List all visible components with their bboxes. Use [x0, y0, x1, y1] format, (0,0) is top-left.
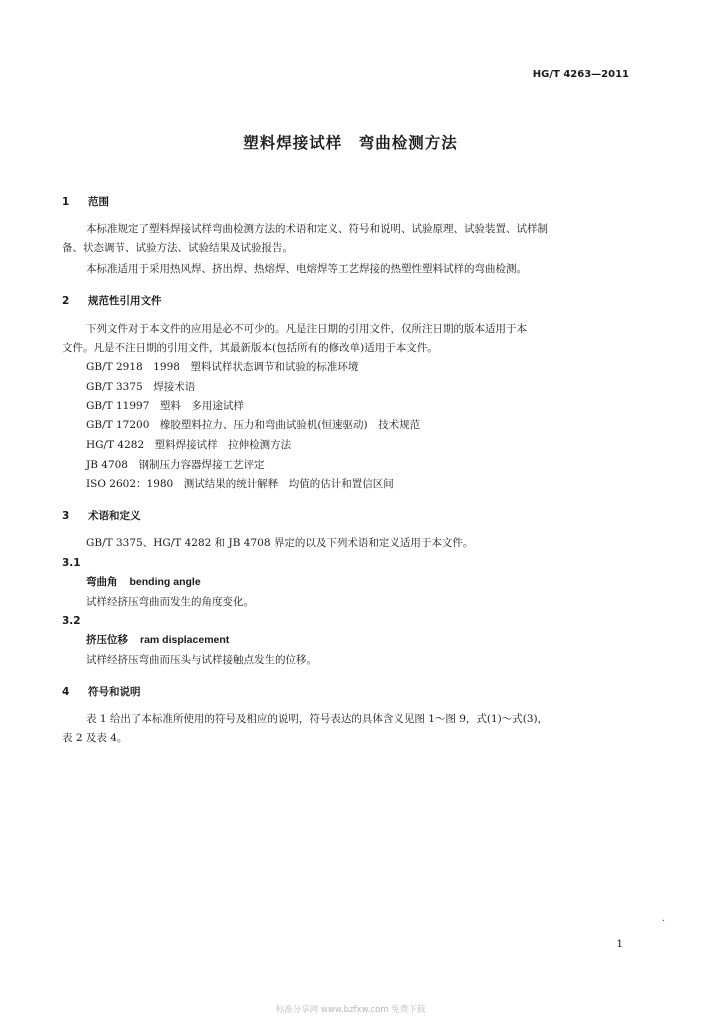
term-definition: 试样经挤压弯曲而压头与试样接触点发生的位移。	[86, 654, 317, 666]
term-chinese: 挤压位移	[86, 634, 128, 646]
symbols-paragraph-line-1: 表 1 给出了本标准所使用的符号及相应的说明，符号表达的具体含义见图 1～图 9，式(1)～式(3)，	[86, 713, 549, 725]
clause-3-2-number: 3.2	[62, 615, 81, 627]
term-entry	[86, 576, 201, 589]
reference-title: 塑料试样状态调节和试验的标准环境	[190, 361, 359, 373]
reference-item	[86, 459, 265, 472]
reference-code: GB/T 2918 1998	[86, 361, 180, 373]
scope-paragraph-1-line-2: 备、状态调节、试验方法、试验结果及试验报告。	[62, 242, 293, 254]
document-title: 塑料焊接试样 弯曲检测方法	[243, 134, 458, 152]
reference-title: 橡胶塑料拉力、压力和弯曲试验机(恒速驱动) 技术规范	[159, 419, 421, 431]
page-number: 1	[616, 938, 623, 950]
section-number: 4	[62, 686, 70, 698]
section-2-heading	[62, 293, 162, 308]
reference-code: HG/T 4282	[86, 439, 145, 451]
scope-paragraph-1-line-1: 本标准规定了塑料焊接试样弯曲检测方法的术语和定义、符号和说明、试验原理、试验装置、试样制	[86, 223, 548, 235]
reference-title: 测试结果的统计解释 均值的估计和置信区间	[183, 478, 394, 490]
reference-code: JB 4708	[86, 459, 128, 471]
section-title: 术语和定义	[88, 510, 141, 522]
clause-3-1-number: 3.1	[62, 557, 81, 569]
symbols-paragraph-line-2: 表 2 及表 4。	[62, 732, 128, 744]
reference-title: 焊接术语	[153, 381, 196, 393]
terms-intro: GB/T 3375、HG/T 4282 和 JB 4708 界定的以及下列术语和定义适用于本文件。	[86, 537, 474, 549]
section-title: 范围	[88, 196, 109, 208]
reference-item	[86, 381, 195, 394]
section-1-heading	[62, 194, 109, 209]
reference-title: 塑料焊接试样 拉伸检测方法	[154, 439, 292, 451]
term-chinese: 弯曲角	[86, 576, 118, 588]
reference-item	[86, 439, 291, 452]
term-english: ram displacement	[140, 634, 230, 646]
reference-item	[86, 478, 394, 491]
section-number: 3	[62, 510, 70, 522]
scan-dot: ·	[661, 916, 665, 927]
term-definition: 试样经挤压弯曲而发生的角度变化。	[86, 596, 254, 608]
reference-code: GB/T 17200	[86, 419, 150, 431]
reference-code: GB/T 11997	[86, 400, 150, 412]
standard-code: HG/T 4263—2011	[532, 69, 629, 80]
reference-item	[86, 400, 244, 413]
section-number: 2	[62, 295, 70, 307]
term-entry	[86, 634, 229, 647]
scope-paragraph-2: 本标准适用于采用热风焊、挤出焊、热熔焊、电熔焊等工艺焊接的热塑性塑料试样的弯曲检测。	[86, 263, 527, 275]
reference-item	[86, 361, 358, 374]
section-4-heading	[62, 684, 141, 699]
reference-title: 塑料 多用途试样	[159, 400, 244, 412]
section-3-heading	[62, 508, 141, 523]
reference-item	[86, 419, 420, 432]
reference-code: GB/T 3375	[86, 381, 143, 393]
reference-code: ISO 2602：1980	[86, 478, 174, 490]
normative-paragraph-line-2: 文件。凡是不注日期的引用文件，其最新版本(包括所有的修改单)适用于本文件。	[62, 342, 438, 354]
watermark: 标准分享网 www.bzfxw.com 免费下载	[275, 1005, 426, 1015]
section-title: 符号和说明	[88, 686, 141, 698]
section-number: 1	[62, 196, 70, 208]
section-title: 规范性引用文件	[88, 295, 162, 307]
reference-title: 钢制压力容器焊接工艺评定	[138, 459, 265, 471]
normative-paragraph-line-1: 下列文件对于本文件的应用是必不可少的。凡是注日期的引用文件，仅所注日期的版本适用于本	[86, 323, 527, 335]
term-english: bending angle	[129, 576, 201, 588]
